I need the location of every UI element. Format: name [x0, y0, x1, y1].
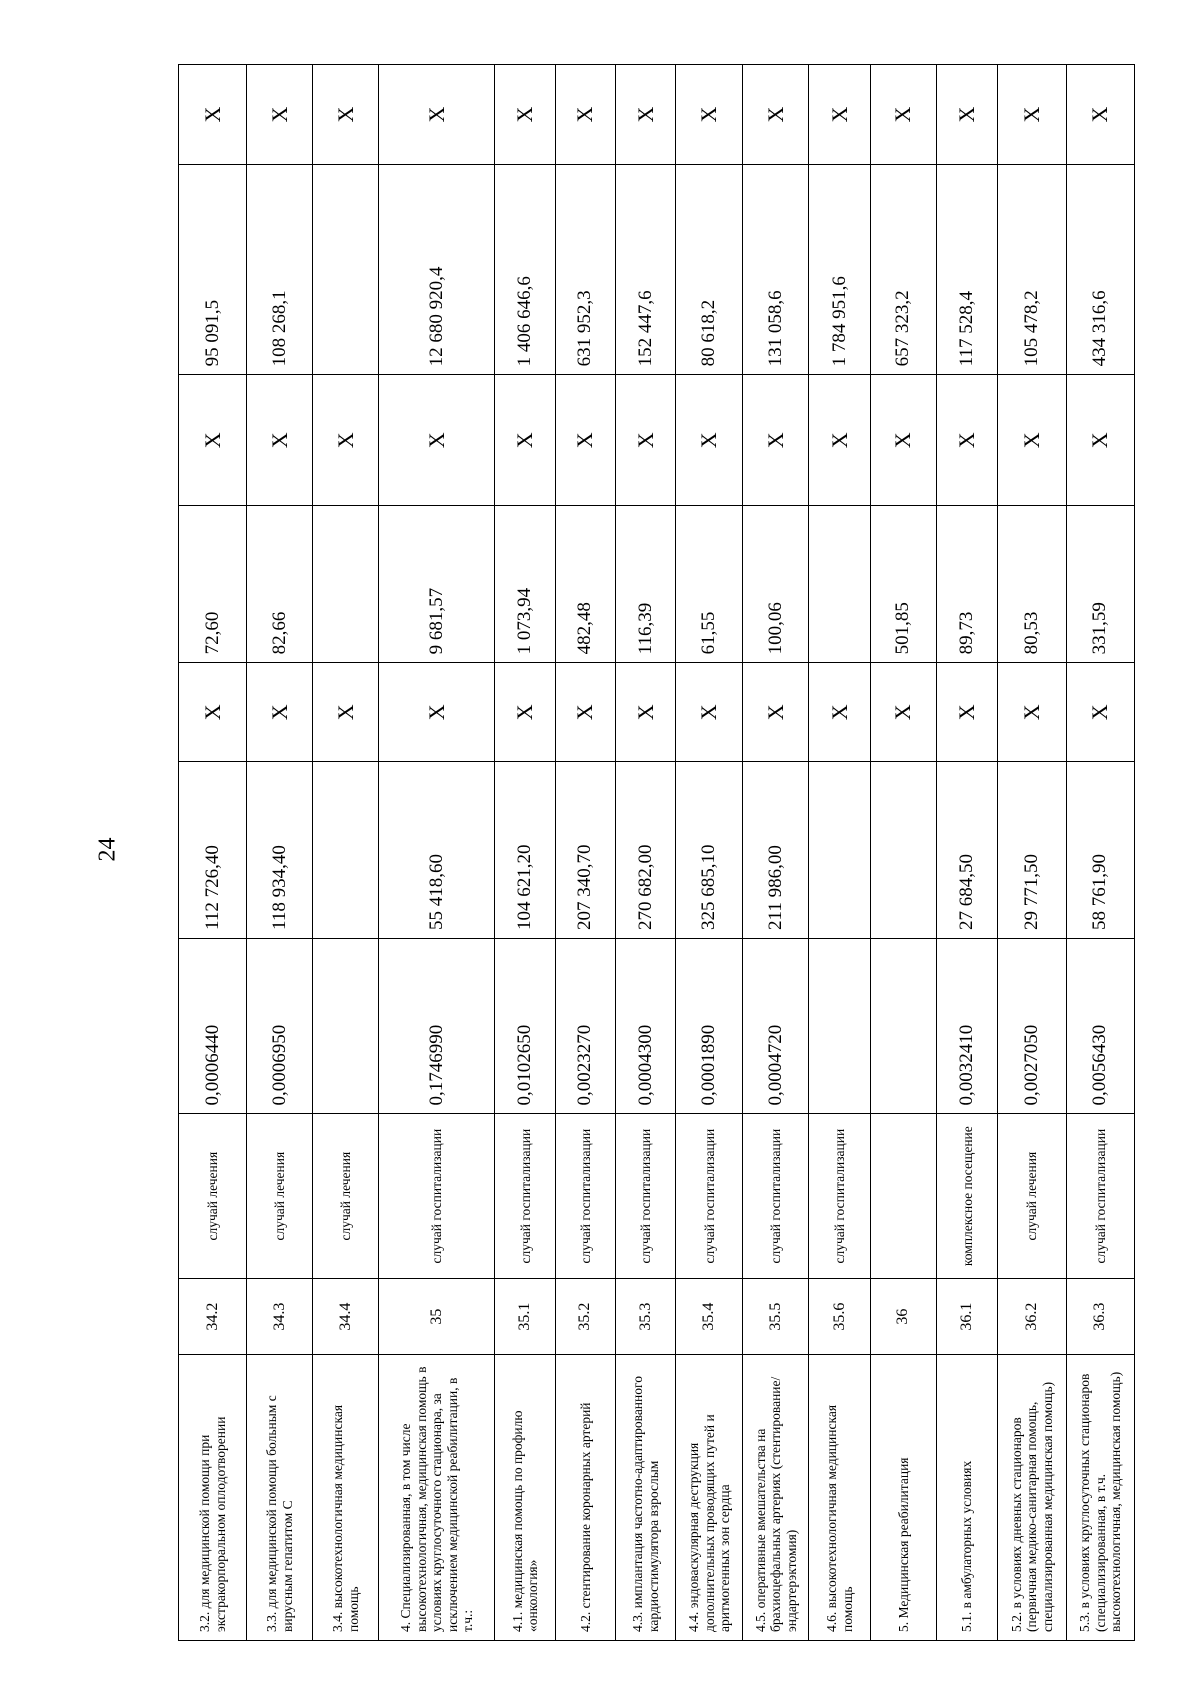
- row-cost: 207 340,70: [555, 762, 615, 939]
- row-x-mark: X: [555, 375, 615, 506]
- row-unit: случай госпитализации: [555, 1114, 615, 1278]
- row-code: 34.4: [313, 1278, 379, 1355]
- row-x-mark: X: [495, 663, 555, 762]
- row-x-mark: X: [247, 65, 313, 165]
- table-row: [809, 65, 870, 1641]
- row-name: 5.1. в амбулаторных условиях: [936, 1355, 997, 1641]
- row-code: 35.2: [555, 1278, 615, 1355]
- row-x-mark: X: [555, 663, 615, 762]
- table-row: [1066, 65, 1134, 1641]
- row-normative: 501,85: [870, 506, 936, 663]
- row-unit: случай госпитализации: [676, 1114, 743, 1278]
- row-name: 4.5. оперативные вмешательства на брахиоцефальных артериях (стентирование/эндартерэктомия): [743, 1355, 809, 1641]
- row-rate: 0,0004720: [743, 938, 809, 1114]
- row-x-mark: X: [936, 375, 997, 506]
- row-x-mark: X: [313, 375, 379, 506]
- row-rate: 0,0001890: [676, 938, 743, 1114]
- row-x-mark: X: [379, 65, 495, 165]
- row-x-mark: X: [998, 65, 1066, 165]
- row-cost: [870, 762, 936, 939]
- row-x-mark: X: [555, 65, 615, 165]
- tariff-table: [178, 64, 1135, 1641]
- row-cost: 118 934,40: [247, 762, 313, 939]
- row-cost: 112 726,40: [179, 762, 247, 939]
- row-unit: случай госпитализации: [743, 1114, 809, 1278]
- row-cost: [313, 762, 379, 939]
- page-number: 24: [94, 837, 121, 862]
- row-x-mark: X: [615, 663, 675, 762]
- row-code: 36.2: [998, 1278, 1066, 1355]
- row-code: 35: [379, 1278, 495, 1355]
- row-normative: 100,06: [743, 506, 809, 663]
- row-name: 5.3. в условиях круглосуточных стационаров (специализированная, в т.ч. высокотехнологичная, медицинская помощь): [1066, 1355, 1134, 1641]
- row-x-mark: X: [998, 375, 1066, 506]
- row-normative: 89,73: [936, 506, 997, 663]
- row-x-mark: X: [179, 663, 247, 762]
- row-cost: 104 621,20: [495, 762, 555, 939]
- row-x-mark: X: [1066, 65, 1134, 165]
- table-row: [179, 65, 247, 1641]
- row-name: 5.2. в условиях дневных стационаров (первичная медико-санитарная помощь, специализированная медицинская помощь): [998, 1355, 1066, 1641]
- row-name: 4. Специализированная, в том числе высокотехнологичная, медицинская помощь в условиях круглосуточного стационара, за исключением медицинской реабилитации, в т.ч.:: [379, 1355, 495, 1641]
- row-cost: 325 685,10: [676, 762, 743, 939]
- row-sum: 12 680 920,4: [379, 165, 495, 375]
- row-x-mark: X: [615, 65, 675, 165]
- row-cost: 55 418,60: [379, 762, 495, 939]
- row-x-mark: X: [247, 663, 313, 762]
- table-row: [936, 65, 997, 1641]
- row-x-mark: X: [179, 65, 247, 165]
- row-rate: 0,1746990: [379, 938, 495, 1114]
- row-unit: случай госпитализации: [615, 1114, 675, 1278]
- row-name: 5. Медицинская реабилитация: [870, 1355, 936, 1641]
- table-row: [555, 65, 615, 1641]
- row-unit: случай госпитализации: [495, 1114, 555, 1278]
- row-code: 36: [870, 1278, 936, 1355]
- row-normative: [809, 506, 870, 663]
- row-sum: [313, 165, 379, 375]
- table-row: [615, 65, 675, 1641]
- table-row: [998, 65, 1066, 1641]
- table-row: [743, 65, 809, 1641]
- row-unit: случай госпитализации: [379, 1114, 495, 1278]
- row-cost: 29 771,50: [998, 762, 1066, 939]
- row-x-mark: X: [615, 375, 675, 506]
- row-normative: 82,66: [247, 506, 313, 663]
- row-normative: 61,55: [676, 506, 743, 663]
- row-normative: 1 073,94: [495, 506, 555, 663]
- row-unit: комплексное посещение: [936, 1114, 997, 1278]
- row-x-mark: X: [809, 663, 870, 762]
- row-rate: 0,0102650: [495, 938, 555, 1114]
- row-sum: 1 406 646,6: [495, 165, 555, 375]
- row-code: 36.3: [1066, 1278, 1134, 1355]
- row-rate: 0,0006440: [179, 938, 247, 1114]
- row-normative: 331,59: [1066, 506, 1134, 663]
- row-sum: 80 618,2: [676, 165, 743, 375]
- row-x-mark: X: [495, 65, 555, 165]
- row-sum: 131 058,6: [743, 165, 809, 375]
- row-sum: 105 478,2: [998, 165, 1066, 375]
- row-sum: 434 316,6: [1066, 165, 1134, 375]
- row-sum: 95 091,5: [179, 165, 247, 375]
- row-x-mark: X: [379, 375, 495, 506]
- row-x-mark: X: [379, 663, 495, 762]
- row-name: 4.6. высокотехнологичная медицинская помощь: [809, 1355, 870, 1641]
- row-rate: [809, 938, 870, 1114]
- table-row: [495, 65, 555, 1641]
- row-rate: 0,0056430: [1066, 938, 1134, 1114]
- row-x-mark: X: [936, 65, 997, 165]
- row-sum: 631 952,3: [555, 165, 615, 375]
- row-x-mark: X: [676, 663, 743, 762]
- row-unit: случай лечения: [247, 1114, 313, 1278]
- row-code: 35.6: [809, 1278, 870, 1355]
- row-x-mark: X: [247, 375, 313, 506]
- row-code: 36.1: [936, 1278, 997, 1355]
- row-rate: [313, 938, 379, 1114]
- row-rate: 0,0006950: [247, 938, 313, 1114]
- row-normative: [313, 506, 379, 663]
- row-rate: 0,0027050: [998, 938, 1066, 1114]
- row-cost: [809, 762, 870, 939]
- row-x-mark: X: [870, 663, 936, 762]
- row-x-mark: X: [936, 663, 997, 762]
- row-normative: 9 681,57: [379, 506, 495, 663]
- row-x-mark: X: [998, 663, 1066, 762]
- table-row: [247, 65, 313, 1641]
- table-row: [870, 65, 936, 1641]
- row-code: 34.3: [247, 1278, 313, 1355]
- row-x-mark: X: [676, 65, 743, 165]
- row-name: 3.2. для медицинской помощи при экстракорпоральном оплодотворении: [179, 1355, 247, 1641]
- row-x-mark: X: [870, 375, 936, 506]
- row-code: 35.5: [743, 1278, 809, 1355]
- row-x-mark: X: [313, 65, 379, 165]
- row-sum: 152 447,6: [615, 165, 675, 375]
- row-unit: случай лечения: [998, 1114, 1066, 1278]
- table-row: [676, 65, 743, 1641]
- row-x-mark: X: [743, 663, 809, 762]
- row-x-mark: X: [809, 375, 870, 506]
- row-rate: 0,0004300: [615, 938, 675, 1114]
- row-name: 3.3. для медицинской помощи больным с вирусным гепатитом С: [247, 1355, 313, 1641]
- row-code: 35.4: [676, 1278, 743, 1355]
- row-unit: случай лечения: [313, 1114, 379, 1278]
- row-x-mark: X: [1066, 375, 1134, 506]
- row-unit: случай лечения: [179, 1114, 247, 1278]
- row-x-mark: X: [743, 375, 809, 506]
- row-sum: 1 784 951,6: [809, 165, 870, 375]
- rotated-table-container: [178, 64, 1135, 1641]
- row-unit: [870, 1114, 936, 1278]
- table-row: [313, 65, 379, 1641]
- row-name: 3.4. высокотехнологичная медицинская помощь: [313, 1355, 379, 1641]
- row-x-mark: X: [870, 65, 936, 165]
- row-x-mark: X: [743, 65, 809, 165]
- row-sum: 657 323,2: [870, 165, 936, 375]
- row-rate: 0,0032410: [936, 938, 997, 1114]
- row-cost: 211 986,00: [743, 762, 809, 939]
- row-unit: случай госпитализации: [809, 1114, 870, 1278]
- row-x-mark: X: [495, 375, 555, 506]
- row-name: 4.2. стентирование коронарных артерий: [555, 1355, 615, 1641]
- row-cost: 27 684,50: [936, 762, 997, 939]
- row-normative: 116,39: [615, 506, 675, 663]
- row-x-mark: X: [676, 375, 743, 506]
- row-x-mark: X: [313, 663, 379, 762]
- row-x-mark: X: [809, 65, 870, 165]
- table-row: [379, 65, 495, 1641]
- row-code: 35.3: [615, 1278, 675, 1355]
- row-normative: 482,48: [555, 506, 615, 663]
- row-name: 4.1. медицинская помощь по профилю «онкология»: [495, 1355, 555, 1641]
- row-code: 34.2: [179, 1278, 247, 1355]
- row-x-mark: X: [179, 375, 247, 506]
- row-sum: 108 268,1: [247, 165, 313, 375]
- row-unit: случай госпитализации: [1066, 1114, 1134, 1278]
- row-cost: 58 761,90: [1066, 762, 1134, 939]
- row-code: 35.1: [495, 1278, 555, 1355]
- row-normative: 80,53: [998, 506, 1066, 663]
- row-name: 4.4. эндоваскулярная деструкция дополнительных проводящих путей и аритмогенных зон сердца: [676, 1355, 743, 1641]
- row-rate: 0,0023270: [555, 938, 615, 1114]
- row-name: 4.3. имплантация частотно-адаптированного кардиостимулятора взрослым: [615, 1355, 675, 1641]
- row-rate: [870, 938, 936, 1114]
- row-x-mark: X: [1066, 663, 1134, 762]
- row-sum: 117 528,4: [936, 165, 997, 375]
- row-cost: 270 682,00: [615, 762, 675, 939]
- row-normative: 72,60: [179, 506, 247, 663]
